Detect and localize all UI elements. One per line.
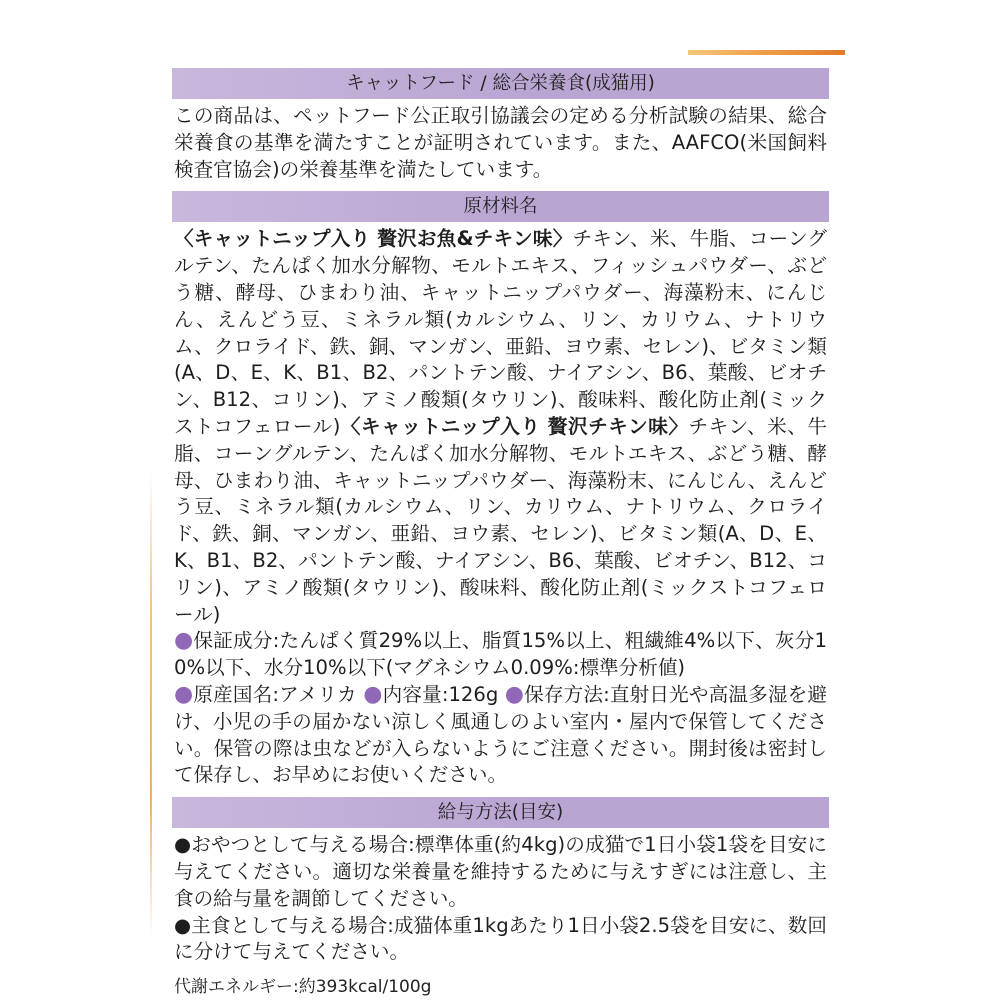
bullet-dot-icon: ●	[174, 681, 194, 707]
product2-name: 〈キャットニップ入り 贅沢チキン味〉	[340, 414, 689, 438]
feeding-item-treat: ●おやつとして与える場合:標準体重(約4kg)の成猫で1日小袋1袋を目安に与えてください。適切な栄養量を維持するために与えすぎには注意し、主食の給与量を調節してください。	[174, 833, 827, 910]
feeding-block	[174, 832, 827, 966]
product2-ingredients: チキン、米、牛脂、コーングルテン、たんぱく加水分解物、モルトエキス、ぶどう糖、酵母、ひまわり油、キャットニップパウダー、海藻粉末、にんじん、えんどう豆、ミネラル類(カルシウム、リン、カリウム、ナトリウム、クロライド、鉄、銅、マンガン、亜鉛、ヨウ素、セレン)、ビタミン類(A、D、E、K、B1、B2、パントテン酸、ナイアシン、B6、葉酸、ビオチン、B12、コリン)、アミノ酸類(タウリン)、酸味料、酸化防止剤(ミックストコフェロール)	[174, 414, 827, 626]
certification-text: この商品は、ペットフード公正取引協議会の定める分析試験の結果、総合栄養食の基準を満たすことが証明されています。また、AAFCO(米国飼料検査官協会)の栄養基準を満たしています。	[174, 104, 827, 181]
bullet-dot-icon: ●	[363, 681, 383, 707]
bullet-icon: ●	[174, 913, 192, 937]
feeding-item-main: ●主食として与える場合:成猫体重1kgあたり1日小袋2.5袋を目安に、数回に分けて与えてください。	[174, 913, 827, 964]
net-content: 内容量:126g	[382, 682, 499, 706]
label-content	[172, 68, 829, 997]
bullet-dot-icon: ●	[174, 628, 194, 654]
product1-name: 〈キャットニップ入り 贅沢お魚&チキン味〉	[174, 227, 573, 251]
guaranteed-analysis: 保証成分:たんぱく質29%以上、脂質15%以上、粗繊維4%以下、灰分10%以下、水分10%以下(マグネシウム0.09%:標準分析値)	[174, 629, 827, 680]
storage-instructions: 保存方法:直射日光や高温多湿を避け、小児の手の届かない涼しく風通しのよい室内・屋内で保管してください。保管の際は虫などが入らないようにご注意ください。開封後は密封して保存し、お早めにお使いください。	[174, 682, 828, 787]
bullet-dot-icon: ●	[504, 681, 525, 707]
metabolic-energy: 代謝エネルギー:約393kcal/100g	[174, 977, 432, 998]
product1-ingredients: チキン、米、牛脂、コーングルテン、たんぱく加水分解物、モルトエキス、フィッシュパウダー、ぶどう糖、酵母、ひまわり油、キャットニップパウダー、海藻粉末、にんじん、えんどう豆、ミネラル類(カルシウム、リン、カリウム、ナトリウム、クロライド、鉄、銅、マンガン、亜鉛、ヨウ素、セレン)、ビタミン類(A、D、E、K、B1、B2、パントテン酸、ナイアシン、B6、葉酸、ビオチン、B12、コリン)、アミノ酸類(タウリン)、酸味料、酸化防止剤(ミックストコフェロール)	[174, 227, 827, 438]
country-of-origin: 原産国名:アメリカ	[193, 682, 357, 706]
bullet-icon: ●	[174, 833, 192, 857]
side-decoration-line	[150, 470, 152, 940]
section-header-feeding: 給与方法(目安)	[172, 797, 829, 828]
section-header-ingredients: 原材料名	[172, 191, 829, 222]
ingredients-block	[174, 226, 827, 789]
accent-bar	[688, 50, 845, 55]
section-header-food-type: キャットフード / 総合栄養食(成猫用)	[172, 68, 829, 99]
